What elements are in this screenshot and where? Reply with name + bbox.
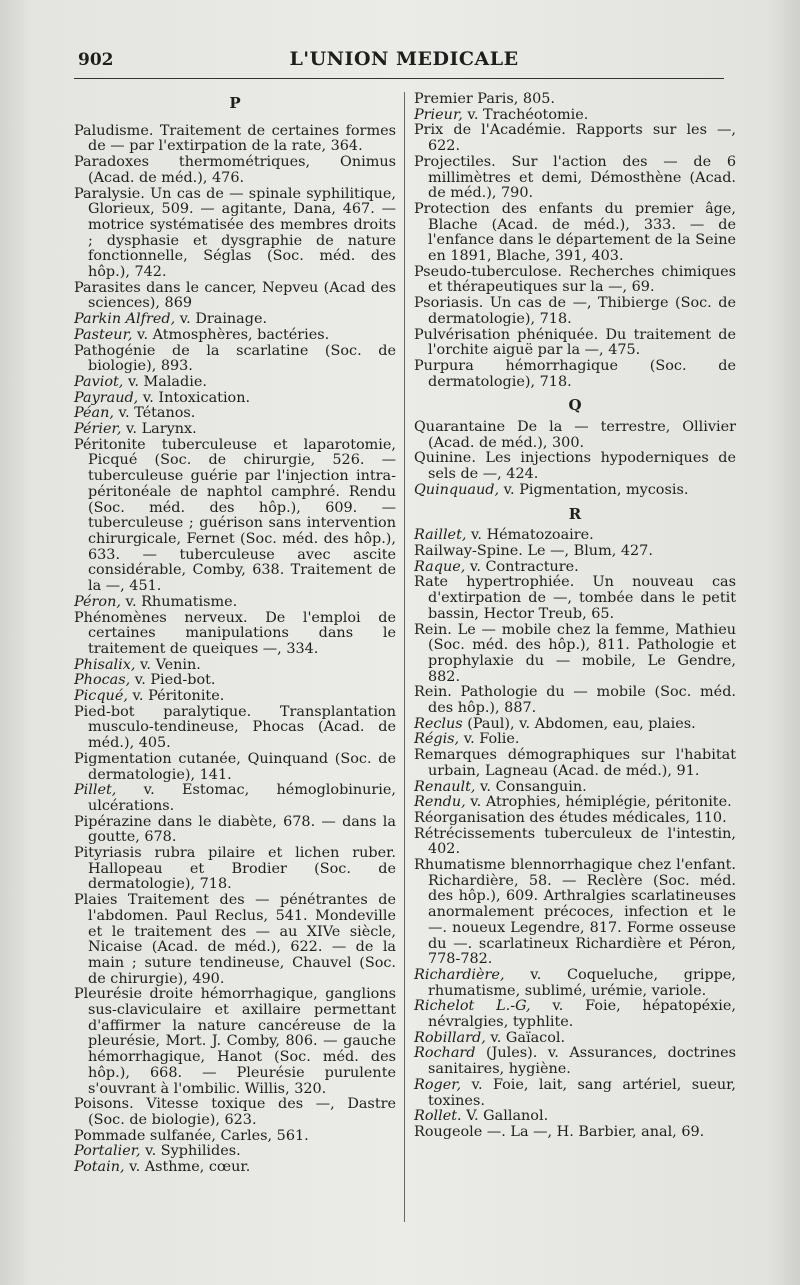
entry-text: v. Atmosphères, bactéries. xyxy=(132,326,330,343)
entry-text: v. Foie, lait, sang artériel, sueur, toxines. xyxy=(428,1076,736,1109)
entry-text: Pigmentation cutanée, Quinquand (Soc. de dermatologie), 141. xyxy=(74,750,396,783)
entry-text: v. Estomac, hémoglobinurie, ulcérations. xyxy=(88,782,396,814)
index-entry xyxy=(414,827,736,858)
entry-text: Pommade sulfanée, Carles, 561. xyxy=(74,1127,309,1144)
index-entry xyxy=(74,281,396,312)
entry-author: Rollet. xyxy=(414,1108,462,1125)
entry-text: Railway-Spine. Le —, Blum, 427. xyxy=(414,542,653,559)
entry-text: v. Trachéotomie. xyxy=(462,106,589,123)
entry-text: Rétrécissements tuberculeux de l'intestin, 402. xyxy=(414,825,736,858)
index-entry xyxy=(414,560,736,576)
entry-text: Remarques démographiques sur l'habitat urbain, Lagneau (Acad. de méd.), 91. xyxy=(414,747,736,779)
entry-text: Pleurésie droite hémorrhagique, ganglions sus-claviculaire et axillaire permettant d'affirmer la nature cancéreuse de la pleurésie, Mort. J. Comby, 806. — gauche hémorrhagique, Hanot (Soc. méd. des hôp.), 668. — Pleurésie purulente s'ouvrant à l'ombilic. Willis, 320. xyxy=(74,986,396,1097)
index-entry xyxy=(74,893,396,987)
index-entry xyxy=(74,391,396,407)
index-entry xyxy=(414,717,736,733)
index-entry xyxy=(414,1031,736,1047)
entry-author: Reclus xyxy=(414,715,463,732)
entry-text: Poisons. Vitesse toxique des —, Dastre (Soc. de biologie), 623. xyxy=(74,1096,396,1128)
index-entry xyxy=(414,265,736,296)
entry-text: v. Foie, hépatopéxie, névralgies, typhlite. xyxy=(428,998,736,1031)
entry-author: Quinquaud, xyxy=(414,481,500,498)
entry-text: v. Consanguin. xyxy=(475,778,587,795)
index-entry xyxy=(74,1144,396,1160)
entry-author: Régis, xyxy=(414,731,460,748)
entry-text: v. Péritonite. xyxy=(127,688,225,705)
index-entry xyxy=(74,1097,396,1128)
index-entry xyxy=(74,438,396,595)
index-entry xyxy=(414,483,736,499)
entry-text: Pathogénie de la scarlatine (Soc. de biologie), 893. xyxy=(74,342,396,375)
entry-text: Premier Paris, 805. xyxy=(414,91,555,107)
entry-text: Pityriasis rubra pilaire et lichen ruber. Hallopeau et Brodier (Soc. de dermatologie), 718. xyxy=(74,845,396,893)
entry-author: Raque, xyxy=(414,558,466,575)
entry-text: Paludisme. Traitement de certaines formes de — par l'extirpation de la rate, 364. xyxy=(74,122,396,155)
entry-text: v. Tétanos. xyxy=(113,405,196,422)
entry-author: Richardière, xyxy=(414,966,505,983)
entry-author: Paviot, xyxy=(74,373,124,390)
entry-author: Roger, xyxy=(414,1076,462,1093)
index-entry xyxy=(414,732,736,748)
entry-text: Plaies Traitement des — pénétrantes de l'abdomen. Paul Reclus, 541. Mondeville et le traitement des — au XIVe siècle, Nicaise (Acad. de méd.), 622. — de la main ; suture tendineuse, Chauvel (Soc. de chirurgie), 490. xyxy=(74,892,396,987)
entry-author: Potain, xyxy=(74,1159,125,1176)
entry-author: Portalier, xyxy=(74,1143,141,1160)
entry-author: Péron, xyxy=(74,593,121,610)
entry-text: Péritonite tuberculeuse et laparotomie, Picqué (Soc. de chirurgie, 526. — tuberculeuse guérie par l'injection intra-péritonéale de naphtol camphré. Rendu (Soc. méd. des hôp.), 609. — tuberculeuse ; guérison sans intervention chirurgicale, Fernet (Soc. méd. des hôp.), 633. — tuberculeuse avec ascite considérable, Comby, 638. Traitement de la —, 451. xyxy=(74,436,396,595)
entry-text: Paralysie. Un cas de — spinale syphilitique, Glorieux, 509. — agitante, Dana, 467. — motrice systématisée des membres droits ; dysphasie et dysgraphie de nature fonctionnelle, Séglas (Soc. méd. des hôp.), 742. xyxy=(74,185,396,281)
right-column xyxy=(414,92,736,1141)
index-entry xyxy=(74,124,396,155)
index-entry xyxy=(74,611,396,658)
entry-text: Projectiles. Sur l'action des — de 6 millimètres et demi, Démosthène (Acad. de méd.), 790. xyxy=(414,153,736,202)
index-entry xyxy=(414,155,736,202)
entry-text: (Jules). v. Assurances, doctrines sanitaires, hygiène. xyxy=(428,1045,736,1078)
index-entry xyxy=(414,1109,736,1125)
entry-text: Rougeole —. La —, H. Barbier, anal, 69. xyxy=(414,1124,705,1140)
entry-text: v. Intoxication. xyxy=(138,389,251,406)
index-entry xyxy=(74,155,396,186)
index-entry xyxy=(74,595,396,611)
entry-text: v. Larynx. xyxy=(121,421,197,438)
index-entry xyxy=(414,748,736,779)
entry-author: Phisalix, xyxy=(74,656,136,673)
index-entry xyxy=(74,328,396,344)
entry-text: Quinine. Les injections hypoderniques de sels de —, 424. xyxy=(414,450,736,483)
index-entry xyxy=(414,328,736,359)
entry-text: Protection des enfants du premier âge, Blache (Acad. de méd.), 333. — de l'enfance dans le département de la Seine en 1891, Blache, 391, 403. xyxy=(414,200,736,265)
index-entry xyxy=(414,1046,736,1077)
index-entry xyxy=(74,375,396,391)
index-entry xyxy=(74,689,396,705)
entry-author: Périer, xyxy=(74,421,122,438)
entry-author: Prieur, xyxy=(414,106,463,123)
index-entry xyxy=(414,451,736,482)
entry-text: Prix de l'Académie. Rapports sur les —, 622. xyxy=(414,122,736,155)
entry-author: Robillard, xyxy=(414,1029,486,1046)
section-letter: R xyxy=(568,504,582,523)
entry-author: Pasteur, xyxy=(74,326,133,343)
entry-text: Paradoxes thermométriques, Onimus (Acad. de méd.), 476. xyxy=(74,154,396,186)
entry-text: Pulvérisation phéniquée. Du traitement de l'orchite aiguë par la —, 475. xyxy=(414,326,736,359)
index-entry xyxy=(74,987,396,1097)
entry-author: Parkin Alfred, xyxy=(74,311,176,328)
entry-text: v. Syphilides. xyxy=(140,1143,241,1160)
index-entry xyxy=(74,705,396,752)
entry-text: v. Hématozoaire. xyxy=(466,527,594,544)
entry-text: Pipérazine dans le diabète, 678. — dans la goutte, 678. xyxy=(74,813,396,846)
entry-author: Renault, xyxy=(414,778,476,795)
left-column xyxy=(74,92,396,1176)
entry-text: (Paul), v. Abdomen, eau, plaies. xyxy=(462,715,696,732)
index-entry xyxy=(414,92,736,108)
index-entry xyxy=(414,811,736,827)
index-entry xyxy=(414,359,736,390)
index-entry xyxy=(414,1078,736,1109)
entry-text: Purpura hémorrhagique (Soc. de dermatologie), 718. xyxy=(414,357,736,390)
entry-text: Parasites dans le cancer, Nepveu (Acad des sciences), 869 xyxy=(74,279,396,312)
entry-text: Pied-bot paralytique. Transplantation musculo-tendineuse, Phocas (Acad. de méd.), 405. xyxy=(74,703,396,752)
entry-text: Rein. Pathologie du — mobile (Soc. méd. des hôp.), 887. xyxy=(414,684,736,717)
index-entry xyxy=(74,312,396,328)
index-entry xyxy=(414,780,736,796)
entry-author: Péan, xyxy=(74,405,114,422)
entry-text: Rate hypertrophiée. Un nouveau cas d'extirpation de —, tombée dans le petit bassin, Hector Treub, 65. xyxy=(414,574,736,622)
index-entry xyxy=(74,752,396,783)
column-divider xyxy=(404,92,405,1222)
entry-author: Pillet, xyxy=(74,782,117,799)
entry-text: v. Venin. xyxy=(135,656,201,673)
entry-text: Rhumatisme blennorrhagique chez l'enfant. Richardière, 58. — Reclère (Soc. méd. des hôp.), 609. Arthralgies scarlatineuses anormalement précoces, infection et le —. noueux Legendre, 817. Forme osseuse du —. scarlatineux Richardière et Péron, 778-782. xyxy=(414,857,736,968)
entry-text: v. Coqueluche, grippe, rhumatisme, sublimé, urémie, variole. xyxy=(428,966,736,999)
index-entry xyxy=(414,858,736,968)
index-entry xyxy=(74,187,396,281)
index-entry xyxy=(74,815,396,846)
index-entry xyxy=(74,846,396,893)
index-entry xyxy=(414,575,736,622)
journal-title: L'UNION MEDICALE xyxy=(289,48,519,70)
index-entry xyxy=(74,783,396,814)
entry-author: Picqué, xyxy=(74,688,128,705)
entry-author: Rendu, xyxy=(414,794,466,811)
entry-text: Psoriasis. Un cas de —, Thibierge (Soc. de dermatologie), 718. xyxy=(414,295,736,327)
entry-text: Réorganisation des études médicales, 110. xyxy=(414,809,727,826)
index-entry xyxy=(74,1129,396,1145)
entry-text: Pseudo-tuberculose. Recherches chimiques et thérapeutiques sur la —, 69. xyxy=(414,263,736,296)
entry-author: Phocas, xyxy=(74,672,131,689)
section-letter: Q xyxy=(568,396,582,415)
index-entry xyxy=(414,123,736,154)
page-number: 902 xyxy=(78,50,114,70)
entry-text: v. Maladie. xyxy=(123,373,207,390)
index-entry xyxy=(74,1160,396,1176)
section-letter: P xyxy=(229,94,241,112)
index-entry xyxy=(414,623,736,686)
entry-author: Raillet, xyxy=(414,527,467,544)
entry-text: v. Rhumatisme. xyxy=(120,593,238,610)
entry-text: v. Folie. xyxy=(459,731,520,748)
index-entry xyxy=(414,528,736,544)
entry-text: v. Drainage. xyxy=(175,311,268,328)
index-entry xyxy=(74,658,396,674)
index-entry xyxy=(74,344,396,375)
index-entry xyxy=(414,202,736,265)
entry-author: Rochard xyxy=(414,1045,476,1062)
entry-text: Rein. Le — mobile chez la femme, Mathieu (Soc. méd. des hôp.), 811. Pathologie et prophylaxie du — mobile, Le Gendre, 882. xyxy=(414,621,736,685)
entry-text: v. Pied-bot. xyxy=(130,672,216,689)
index-entry xyxy=(74,422,396,438)
entry-text: v. Atrophies, hémiplégie, péritonite. xyxy=(465,794,732,811)
index-entry xyxy=(414,999,736,1030)
entry-text: Quarantaine De la — terrestre, Ollivier (Acad. de méd.), 300. xyxy=(414,419,736,451)
entry-text: v. Gaïacol. xyxy=(485,1029,566,1046)
index-entry xyxy=(414,1125,736,1141)
index-entry xyxy=(414,685,736,716)
header-rule xyxy=(74,78,724,79)
page-header xyxy=(74,42,734,78)
entry-text: V. Gallanol. xyxy=(461,1108,549,1125)
entry-text: v. Contracture. xyxy=(465,558,579,575)
entry-text: Phénomènes nerveux. De l'emploi de certaines manipulations dans le traitement de queiques —, 334. xyxy=(74,609,396,657)
index-entry xyxy=(414,795,736,811)
index-entry xyxy=(414,108,736,124)
index-entry xyxy=(414,544,736,560)
entry-text: v. Asthme, cœur. xyxy=(124,1159,251,1176)
index-entry xyxy=(414,296,736,327)
entry-text: v. Pigmentation, mycosis. xyxy=(499,481,689,498)
index-entry xyxy=(74,406,396,422)
entry-author: Richelot L.-G, xyxy=(414,998,531,1015)
entry-author: Payraud, xyxy=(74,389,139,406)
index-entry xyxy=(414,968,736,999)
index-entry xyxy=(74,673,396,689)
index-entry xyxy=(414,420,736,451)
